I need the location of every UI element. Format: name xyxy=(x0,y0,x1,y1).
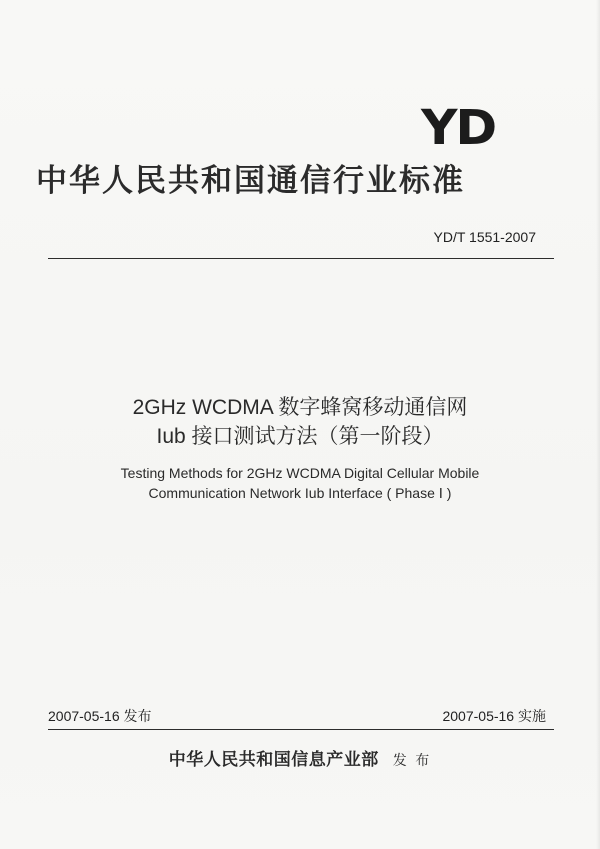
bottom-divider xyxy=(48,729,554,730)
top-divider xyxy=(48,258,554,259)
page-edge-shadow xyxy=(596,0,600,849)
document-title-en-line-2: Communication Network Iub Interface ( Phase Ⅰ ) xyxy=(148,485,452,501)
standard-number: YD/T 1551-2007 xyxy=(433,229,536,245)
document-title-en-line-1: Testing Methods for 2GHz WCDMA Digital Cellular Mobile xyxy=(120,465,480,481)
publisher-name: 中华人民共和国信息产业部 xyxy=(168,750,379,770)
document-title-cn-line-1: 2GHz WCDMA 数字蜂窝移动通信网 xyxy=(132,396,468,419)
yd-logo: YD xyxy=(421,100,496,156)
issue-date: 2007-05-16 发布 xyxy=(48,708,152,724)
publisher-action: 发 布 xyxy=(392,753,432,769)
implementation-date: 2007-05-16 实施 xyxy=(442,708,546,724)
document-title-cn-line-2: Iub 接口测试方法（第一阶段） xyxy=(156,425,444,448)
publisher-line xyxy=(0,749,600,772)
standard-category-title: 中华人民共和国通信行业标准 xyxy=(36,163,465,199)
